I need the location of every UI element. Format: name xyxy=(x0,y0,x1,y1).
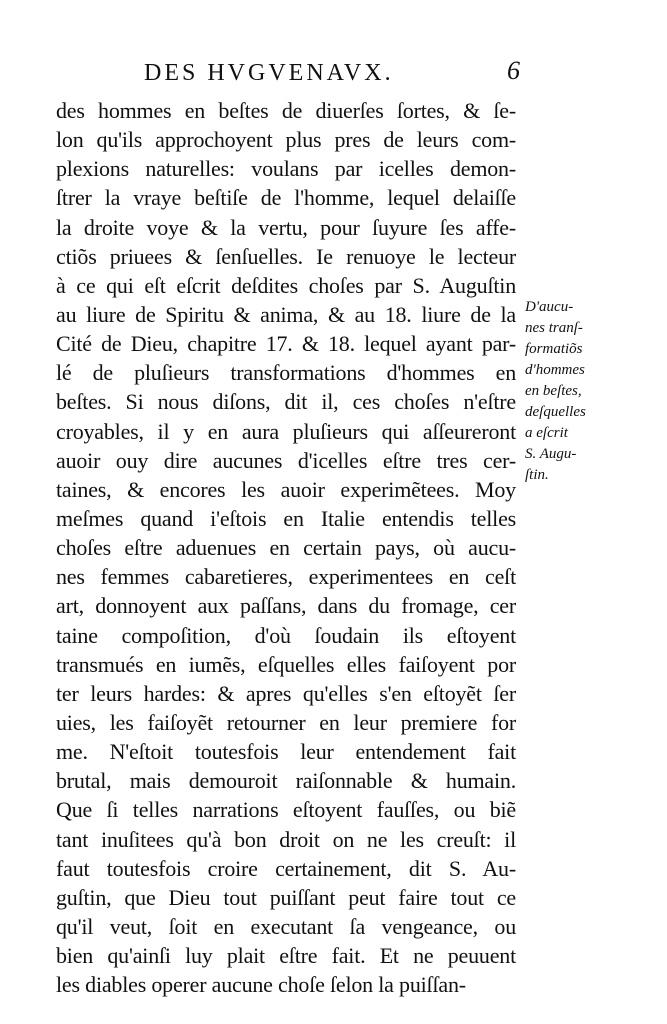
text-line: tant inuſitees qu'à bon droit on ne les creuſt: il xyxy=(56,826,516,852)
running-title: DES HVGVENAVX. xyxy=(144,60,394,86)
text-line: transmués en iumẽs, eſquelles elles faiſoyent por xyxy=(56,651,516,677)
text-line: me. N'eſtoit toutesfois leur entendement fait xyxy=(56,739,516,765)
text-line: choſes eſtre aduenues en certain pays, où aucu- xyxy=(56,535,516,561)
page-number: 6 xyxy=(507,56,520,85)
margin-note-line: S. Augu- xyxy=(525,446,577,462)
text-line: Cité de Dieu, chapitre 17. & 18. lequel ayant par- xyxy=(56,331,516,357)
text-line: ſtrer la vraye beſtiſe de l'homme, lequel delaiſſe xyxy=(56,185,516,211)
text-line: nes femmes cabaretieres, experimentees en ceſt xyxy=(56,564,516,590)
text-line: qu'il veut, ſoit en executant ſa vengeance, ou xyxy=(56,913,516,939)
text-line: faut toutesfois croire certainement, dit S. Au- xyxy=(56,855,516,881)
margin-note-line: formatiõs xyxy=(525,341,583,357)
text-line: brutal, mais demouroit raiſonnable & humain. xyxy=(56,768,516,794)
text-line: les diables operer aucune choſe ſelon la puiſſan- xyxy=(56,972,466,998)
margin-note-line: deſquelles xyxy=(525,404,586,420)
text-line: plexions naturelles: voulans par icelles demon- xyxy=(56,156,516,182)
text-line: des hommes en beſtes de diuerſes ſortes, & ſe- xyxy=(56,98,516,123)
text-line: meſmes quand i'eſtois en Italie entendis telles xyxy=(56,505,516,531)
margin-note-line: en beſtes, xyxy=(525,383,582,399)
text-line: art, donnoyent aux paſſans, dans du fromage, cer xyxy=(56,593,516,619)
text-line: taine compoſition, d'où ſoudain ils eſtoyent xyxy=(56,622,516,648)
page-header xyxy=(130,58,530,90)
text-line: à ce qui eſt eſcrit deſdites choſes par S. Auguſtin xyxy=(56,272,516,298)
body-text xyxy=(56,96,516,999)
text-line: bien qu'ainſi luy plait eſtre fait. Et ne peuuent xyxy=(56,943,516,969)
text-line: la droite voye & la vertu, pour ſuyure ſes affe- xyxy=(56,214,516,240)
text-line: guſtin, que Dieu tout puiſſant peut faire tout ce xyxy=(56,884,516,910)
text-line: croyables, il y en aura pluſieurs qui aſſeureront xyxy=(56,418,516,444)
text-line: ctiõs priuees & ſenſuelles. Ie renuoye le lecteur xyxy=(56,243,516,269)
margin-note-line: D'aucu- xyxy=(525,299,574,315)
text-line: uies, les faiſoyẽt retourner en leur premiere for xyxy=(56,709,516,735)
text-line: lon qu'ils approchoyent plus pres de leurs com- xyxy=(56,127,516,153)
margin-note xyxy=(525,297,635,486)
text-line: beſtes. Si nous diſons, dit il, ces choſes n'eſtre xyxy=(56,389,516,415)
margin-note-line: d'hommes xyxy=(525,362,585,378)
margin-note-line: a eſcrit xyxy=(525,425,568,441)
text-line: taines, & encores les auoir experimẽtees. Moy xyxy=(56,476,516,502)
text-line: Que ſi telles narrations eſtoyent fauſſes, ou biẽ xyxy=(56,797,516,823)
text-line: ter leurs hardes: & apres qu'elles s'en eſtoyẽt ſer xyxy=(56,680,516,706)
text-line: lé de pluſieurs transformations d'hommes en xyxy=(56,360,516,386)
margin-note-line: ſtin. xyxy=(525,467,549,483)
text-line: auoir ouy dire aucunes d'icelles eſtre tres cer- xyxy=(56,447,516,473)
text-line: au liure de Spiritu & anima, & au 18. liure de la xyxy=(56,301,516,327)
margin-note-line: nes tranſ- xyxy=(525,320,583,336)
